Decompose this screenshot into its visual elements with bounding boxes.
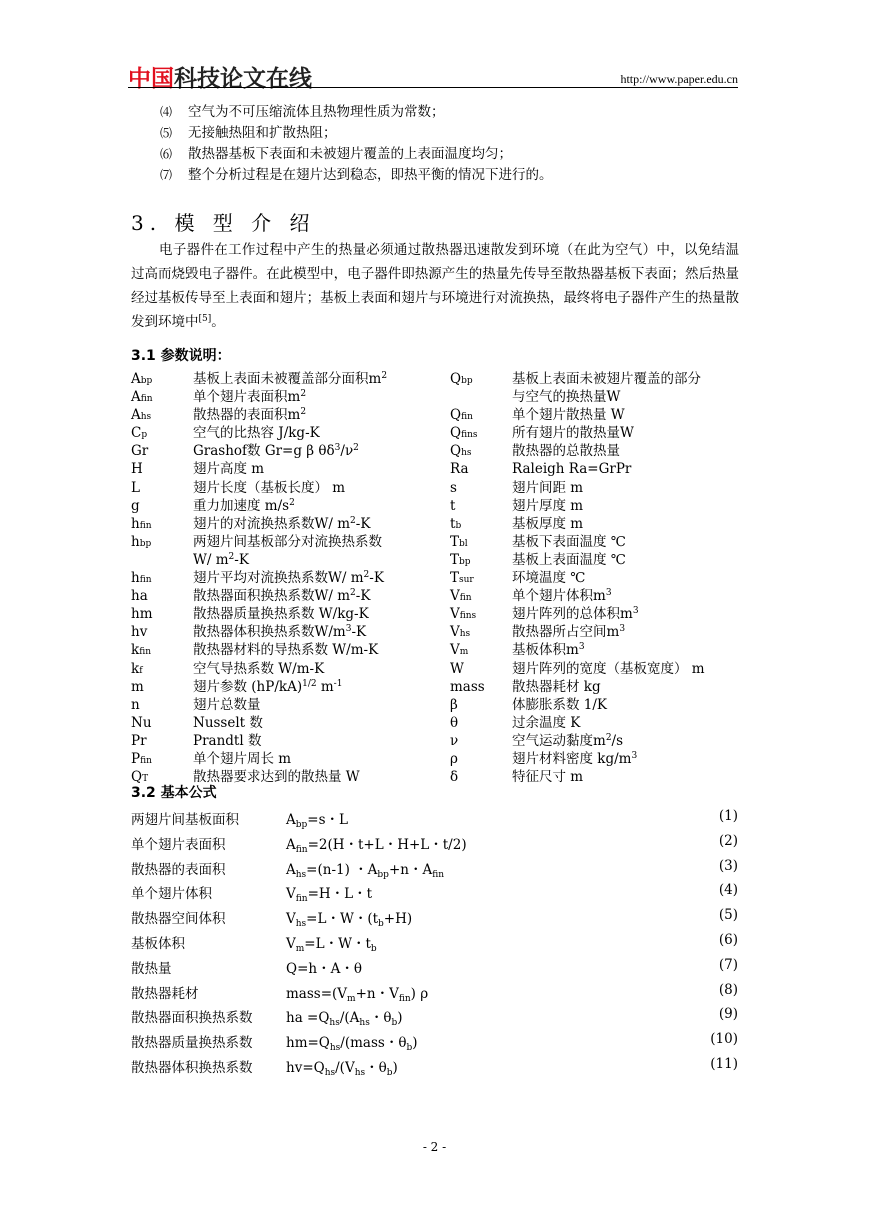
param-description: 散热器质量换热系数 W/kg-K [193,606,369,623]
param-symbol-right: $T_{sur}$ [450,570,474,587]
param-symbol: H [131,461,143,478]
param-symbol: $A_{hs}$ [131,407,152,424]
paragraph-end: 。 [211,314,225,330]
param-symbol-right: $Q_{bp}$ [450,371,473,387]
param-symbol: n [131,696,140,713]
formula-expression: $A_{bp}=s$・L [286,812,348,830]
formula-label: 散热器空间体积 [131,911,226,928]
param-description-right: 单个翅片体积$m^3$ [512,588,612,605]
assumption-list [160,102,553,186]
param-symbol: L [131,479,140,496]
param-symbol-right: ν [450,732,459,749]
param-description-right: Raleigh Ra=GrPr [512,461,632,478]
param-symbol: Gr [131,443,149,460]
equation-number: (5) [718,907,738,924]
formula-expression: ha $=Q_{hs}/(A_{hs}$・$\theta_b$) [286,1010,403,1029]
param-description-right: 单个翅片散热量 W [512,407,625,424]
param-symbol: $A_{fin}$ [131,389,153,406]
param-symbol: hv [131,624,148,641]
param-description: 基板上表面未被覆盖部分面积$m^2$ [193,371,388,387]
param-description-right: 空气运动黏度$m^2/s$ [512,732,624,749]
param-description: 翅片高度 m [193,461,265,478]
formula-expression: $hv=Q_{hs}/(V_{hs}$・$\theta_b$) [286,1059,398,1078]
formula-label: 散热器耗材 [131,985,199,1002]
param-description-right: 翅片阵列的宽度（基板宽度） m [512,660,705,677]
param-description-right: 环境温度 ℃ [512,570,586,587]
param-description: Prandtl 数 [193,732,262,749]
assumption-number: ⑸ [160,126,173,140]
assumption-item [160,123,553,144]
equation-number: (4) [718,882,738,899]
param-description-right: 过余温度 K [512,714,581,731]
paragraph-text: 电子器件在工作过程中产生的热量必须通过散热器迅速散发到环境（在此为空气）中，以免结温过高而烧毁电子器件。在此模型中，电子器件即热源产生的热量先传导至散热器基板下表面；然后热量经过基板传导至上表面和翅片；基板上表面和翅片与环境进行对流换热，最终将电子器件产生的热量散发到环境中 [131,242,739,330]
param-description-right: 基板下表面温度 ℃ [512,533,626,550]
param-symbol-right: $V_{hs}$ [450,624,471,641]
equation-number: (2) [718,832,738,849]
assumption-text: 无接触热阻和扩散热阻； [188,125,337,141]
assumption-number: ⑺ [160,168,173,182]
subsection-3-1-title: 3.1 参数说明： [131,348,231,364]
equation-number: (1) [718,808,738,824]
formula-expression: $A_{fin}=2(H$・t+L・H+L・t/2) [286,836,467,855]
assumption-number: ⑹ [160,147,173,161]
param-symbol-right: θ [450,714,459,731]
logo-dark-text: 科技论文在线 [174,66,312,92]
param-symbol: $h_{fin}$ [131,570,152,587]
param-symbol: $C_p$ [131,425,148,442]
formula-label: 单个翅片体积 [131,886,212,903]
param-symbol-right: $Q_{hs}$ [450,443,472,460]
equation-number: (3) [718,857,738,874]
param-description: 散热器面积换热系数W/ $m^2-K$ [193,588,371,605]
param-symbol-right: $t_b$ [450,515,462,532]
header-url[interactable]: http://www.paper.edu.cn [620,72,738,86]
param-symbol: $Q_T$ [131,769,149,786]
param-symbol-right: $T_{bl}$ [450,533,468,550]
formula-expression: $V_{hs}=L$・W・$(t_b+H)$ [286,911,413,930]
param-symbol-right: β [450,696,458,713]
param-symbol: $h_{fin}$ [131,515,152,532]
param-symbol-right: $T_{bp}$ [450,551,471,568]
param-symbol: $k_{fin}$ [131,642,151,659]
param-description-right: 翅片厚度 m [512,497,584,514]
param-description: 空气导热系数 W/m-K [193,660,325,677]
param-symbol-right: $V_m$ [450,642,469,659]
param-symbol-right: $V_{fin}$ [450,588,472,605]
assumption-item [160,144,553,165]
param-description-right: 与空气的换热量W [512,389,621,406]
param-description-right: 翅片材料密度 $kg/m^3$ [512,750,638,767]
formula-expression: $A_{hs}=(n-1)$ ・$A_{bp}+n$・$A_{fin}$ [286,861,445,880]
param-description-right: 基板上表面温度 ℃ [512,551,626,568]
param-description: 单个翅片周长 m [193,750,292,767]
equation-number: (10) [710,1031,738,1048]
param-description: 单个翅片表面积$m^2$ [193,389,307,406]
param-description: 翅片的对流换热系数W/ $m^2-K$ [193,515,371,532]
equation-number: (7) [718,956,738,973]
param-symbol: ha [131,588,148,605]
param-symbol: Nu [131,714,152,731]
subsection-3-2-title: 3.2 基本公式 [131,785,217,801]
equation-number: (8) [718,981,738,998]
citation-ref[interactable]: [5] [198,314,212,324]
param-description: 翅片平均对流换热系数W/ $m^2-K$ [193,570,384,587]
equation-number: (6) [718,931,738,948]
equation-number: (9) [718,1006,738,1023]
param-description-right: 基板厚度 m [512,515,584,532]
param-symbol-right: $Q_{fin}$ [450,407,473,424]
param-description: Grashof数 Gr=g β $\theta\delta^3/\nu^2$ [193,443,359,460]
param-description-right: 散热器耗材 kg [512,678,601,695]
param-description-right: 特征尺寸 m [512,769,584,786]
header-divider [128,87,738,88]
formula-expression: Q=h・A・θ [286,960,362,977]
param-symbol: $P_{fin}$ [131,750,152,767]
param-description-right: 散热器所占空间$m^3$ [512,624,626,641]
param-symbol-right: s [450,479,457,496]
param-description-right: 翅片阵列的总体积$m^3$ [512,606,639,623]
param-description-right: 翅片间距 m [512,479,584,496]
assumption-text: 空气为不可压缩流体且热物理性质为常数； [188,104,445,120]
formula-expression: $hm=Q_{hs}/(mass$・$\theta_b$) [286,1035,418,1054]
equation-number: (11) [710,1055,738,1072]
param-description: 重力加速度 $m/s^2$ [193,497,295,514]
section-3-paragraph [131,238,739,334]
param-symbol-right: mass [450,678,485,695]
param-symbol-right: ρ [450,750,458,767]
param-symbol: $h_{bp}$ [131,533,152,550]
param-description-right: 基板体积$m^3$ [512,642,585,659]
formula-label: 散热量 [131,960,172,977]
param-symbol: m [131,678,144,695]
assumption-text: 整个分析过程是在翅片达到稳态，即热平衡的情况下进行的。 [188,167,553,183]
assumption-item [160,165,553,186]
page-number: - 2 - [422,1140,447,1154]
param-symbol: $k_f$ [131,660,143,677]
assumption-number: ⑷ [160,105,173,119]
param-description-right: 基板上表面未被翅片覆盖的部分 [512,371,701,387]
param-description: 翅片参数 $(hP/kA)^{1/2}$ $m^{-1}$ [193,678,343,695]
param-description-right: 所有翅片的散热量W [512,425,634,442]
assumption-text: 散热器基板下表面和未被翅片覆盖的上表面温度均匀； [188,146,512,162]
assumption-item [160,102,553,123]
param-description-right: 散热器的总散热量 [512,443,620,460]
param-description-right: 体膨胀系数 1/K [512,696,608,713]
formula-expression: $mass=(V_m+n$・$V_{fin}$) ρ [286,985,429,1004]
formula-label: 散热器质量换热系数 [131,1035,253,1052]
param-description: Nusselt 数 [193,714,263,731]
param-symbol-right: Ra [450,461,469,478]
param-description: W/ $m^2-K$ [193,551,249,568]
param-symbol-right: $Q_{fins}$ [450,425,478,442]
param-description: 散热器要求达到的散热量 W [193,769,360,786]
logo-red-text: 中国 [128,66,174,92]
formula-expression: $V_{fin}=H$・L・t [286,886,373,905]
param-description: 翅片长度（基板长度） m [193,479,346,496]
formula-label: 散热器面积换热系数 [131,1010,253,1027]
formula-expression: $V_m=L$・W・$t_b$ [286,935,377,954]
logo [128,60,312,93]
param-symbol-right: $V_{fins}$ [450,606,477,623]
param-symbol: g [131,497,140,514]
param-symbol: $A_{bp}$ [131,371,153,387]
formula-label: 散热器的表面积 [131,861,226,878]
param-symbol-right: t [450,497,456,514]
param-description: 空气的比热容 J/kg-K [193,425,320,442]
formula-label: 两翅片间基板面积 [131,812,239,828]
param-description: 散热器材料的导热系数 W/m-K [193,642,379,659]
param-description: 散热器体积换热系数$W/m^3-K$ [193,624,367,641]
param-description: 散热器的表面积$m^2$ [193,407,307,424]
param-symbol-right: W [450,660,464,677]
param-symbol: Pr [131,732,147,749]
param-symbol: hm [131,606,153,623]
formula-label: 散热器体积换热系数 [131,1059,253,1076]
formula-label: 单个翅片表面积 [131,836,226,853]
param-symbol-right: δ [450,769,459,786]
formula-label: 基板体积 [131,935,185,952]
param-description: 翅片总数量 [193,696,261,713]
param-description: 两翅片间基板部分对流换热系数 [193,533,382,550]
section-3-title: 3. 模 型 介 绍 [131,211,316,235]
